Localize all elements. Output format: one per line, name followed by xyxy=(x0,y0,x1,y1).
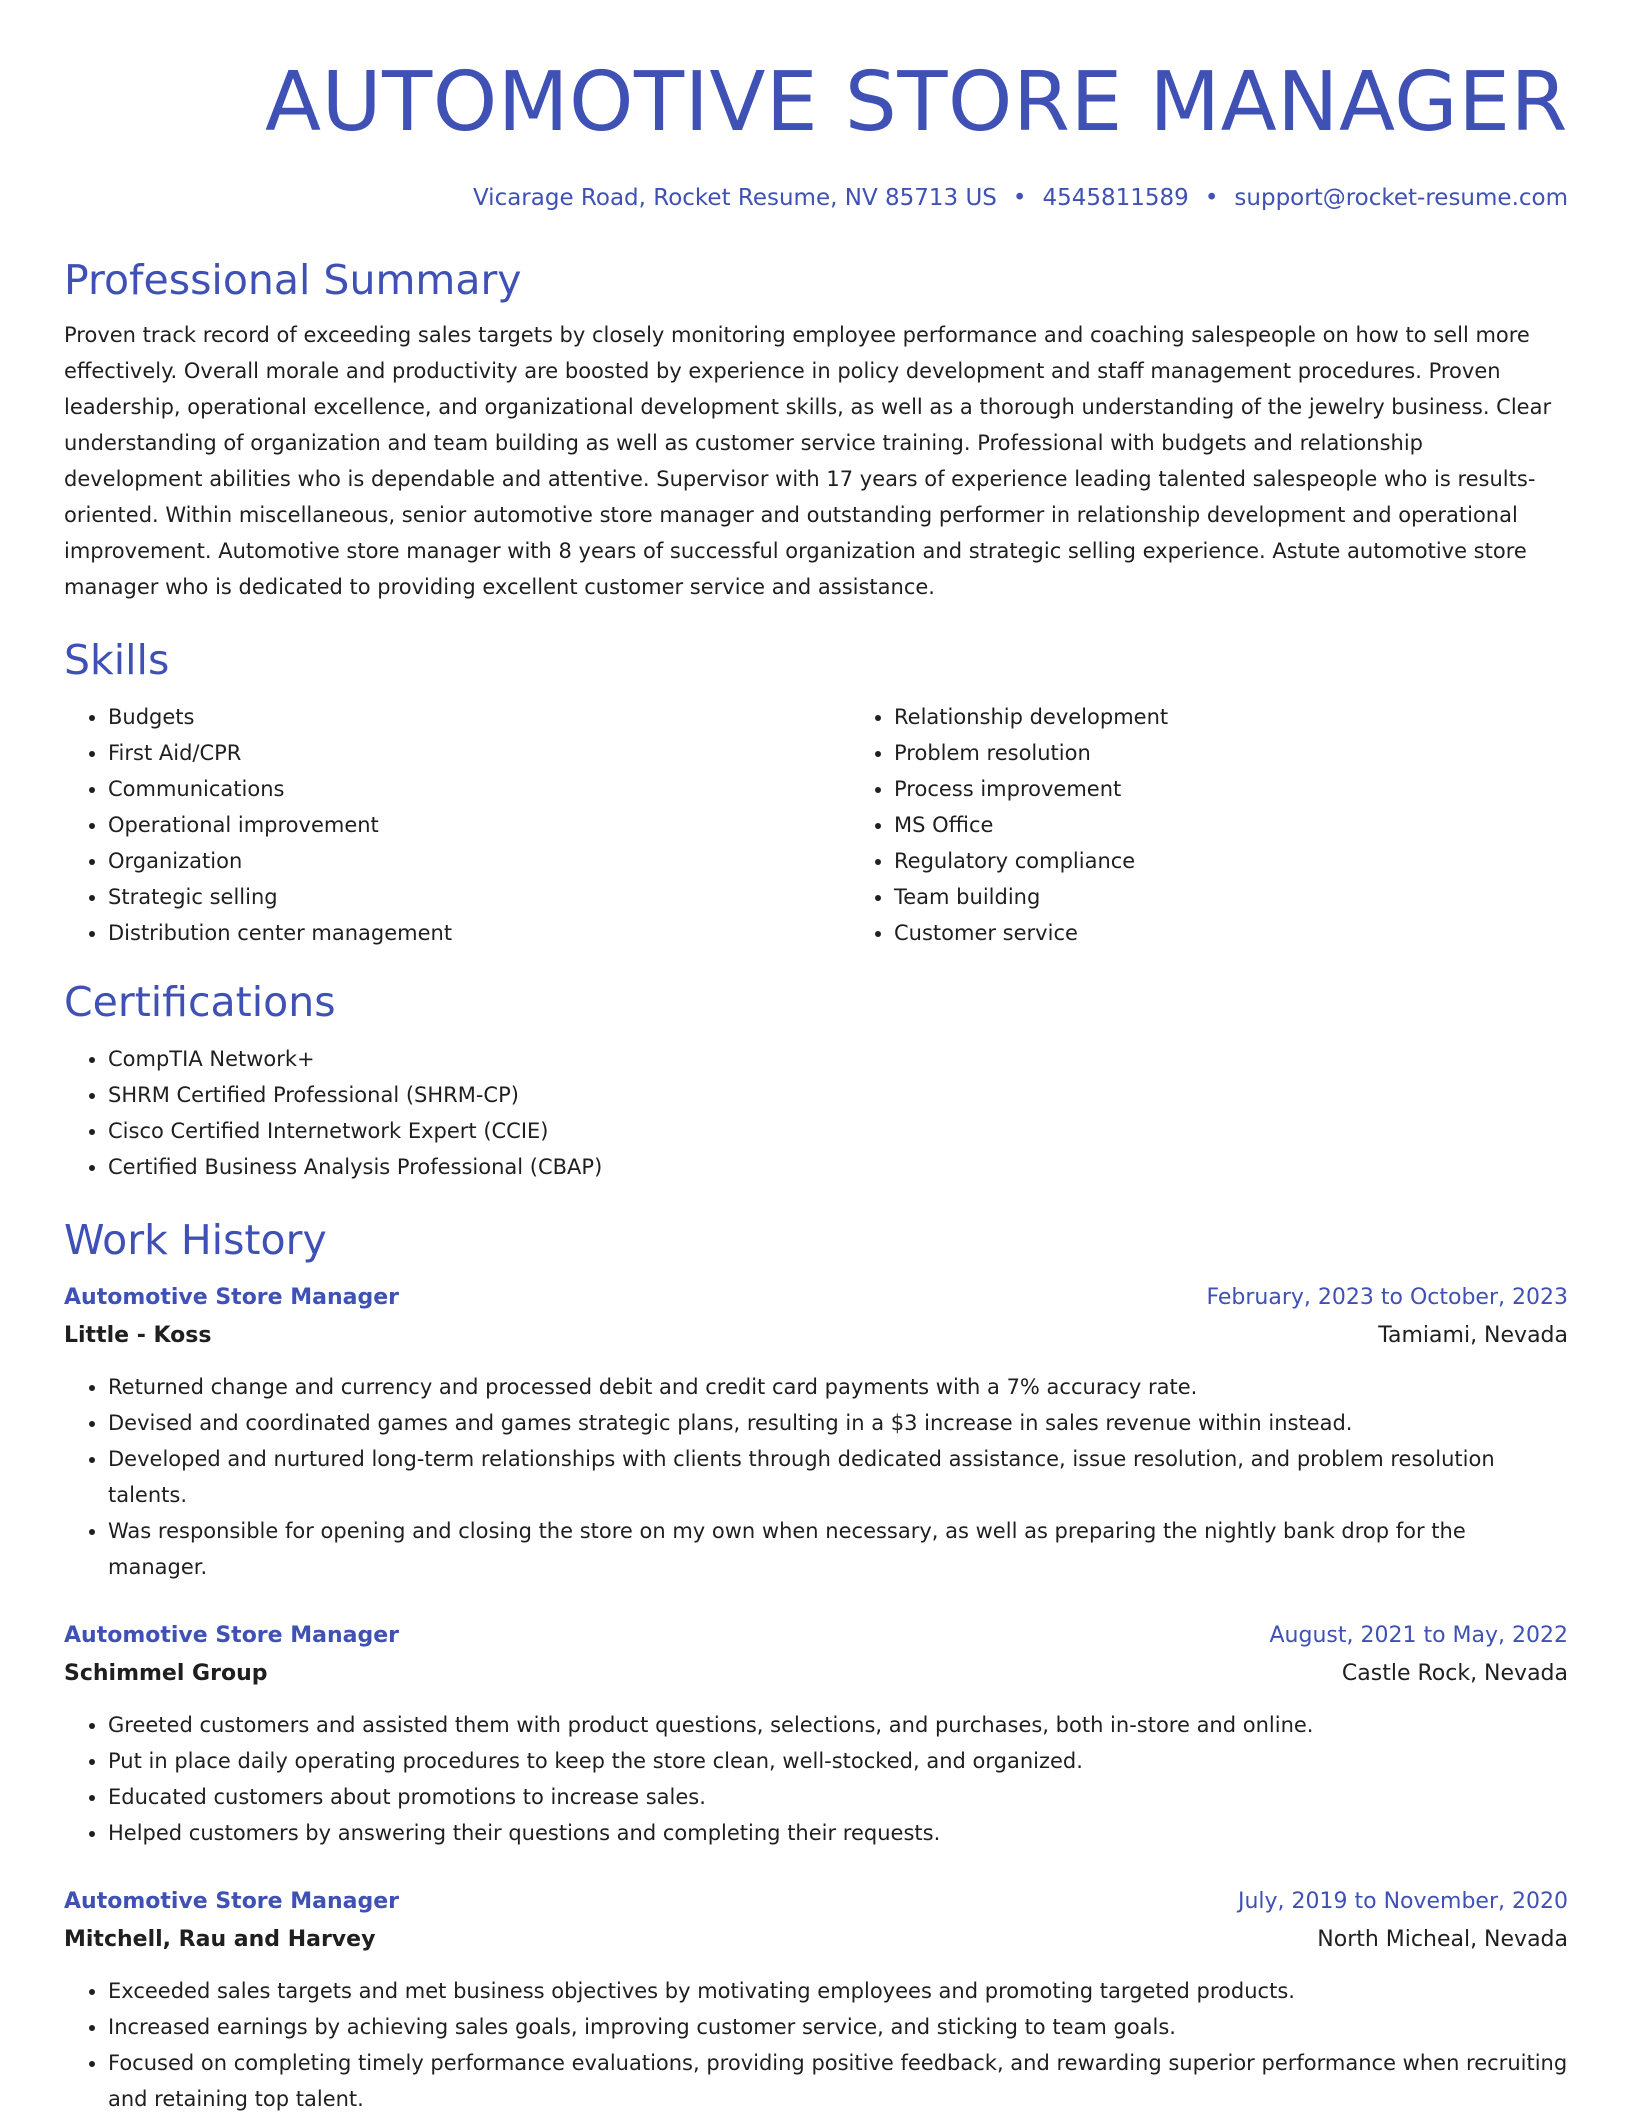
contact-separator: • xyxy=(1204,185,1219,211)
job-company: Little - Koss xyxy=(64,1323,212,1348)
skills-heading: Skills xyxy=(64,636,170,684)
skill-item: • Relationship development xyxy=(894,699,1632,735)
job-bullet: • Focused on completing timely performance evaluations, providing positive feedback, and rewarding superior performance when recruiting and retaining top talent. xyxy=(108,2045,1568,2117)
job-bullet: • Developed and nurtured long-term relationships with clients through dedicated assistance, issue resolution, and problem resolution talents. xyxy=(108,1441,1568,1513)
skills-list-right xyxy=(850,699,1632,951)
certification-item: • SHRM Certified Professional (SHRM-CP) xyxy=(108,1077,1568,1113)
contact-separator: • xyxy=(1012,185,1027,211)
certification-item: • CompTIA Network+ xyxy=(108,1041,1568,1077)
contact-phone[interactable]: 4545811589 xyxy=(1042,185,1189,211)
job-bullet: • Greeted customers and assisted them with product questions, selections, and purchases, both in-store and online. xyxy=(108,1707,1568,1743)
job-bullet: • Helped customers by answering their questions and completing their requests. xyxy=(108,1815,1568,1851)
job-location: North Micheal, Nevada xyxy=(1317,1927,1568,1952)
skills-columns xyxy=(64,699,1568,951)
job-location: Tamiami, Nevada xyxy=(1378,1323,1568,1348)
job-company-row xyxy=(64,1317,1568,1355)
job-dates: February, 2023 to October, 2023 xyxy=(1206,1285,1568,1310)
work-history-heading: Work History xyxy=(64,1216,327,1264)
job-header-row xyxy=(64,1279,1568,1317)
skill-item: • Communications xyxy=(108,771,850,807)
resume-page xyxy=(64,0,1568,2117)
job-title: Automotive Store Manager xyxy=(64,1285,400,1310)
skill-item: • Process improvement xyxy=(894,771,1632,807)
summary-text: Proven track record of exceeding sales targets by closely monitoring employee performance and coaching salespeople on how to sell more effectively. Overall morale and productivity are boosted by experience in policy development and staff management procedures. Proven leadership, operational excellence, and organizational development skills, as well as a thorough understanding of the jewelry business. Clear understanding of organization and team building as well as customer service training. Professional with budgets and relationship development abilities who is dependable and attentive. Supervisor with 17 years of experience leading talented salespeople who is results-oriented. Within miscellaneous, senior automotive store manager and outstanding performer in relationship development and operational improvement. Automotive store manager with 8 years of successful organization and strategic selling experience. Astute automotive store manager who is dedicated to providing excellent customer service and assistance. xyxy=(64,323,1552,599)
job-entry xyxy=(64,1617,1568,1851)
job-company-row xyxy=(64,1655,1568,1693)
contact-address: Vicarage Road, Rocket Resume, NV 85713 US xyxy=(472,185,997,211)
skill-item: • Organization xyxy=(108,843,850,879)
certifications-list xyxy=(64,1041,1568,1185)
contact-email[interactable]: support@rocket-resume.com xyxy=(1234,185,1568,211)
skill-item: • Customer service xyxy=(894,915,1632,951)
skill-item: • Regulatory compliance xyxy=(894,843,1632,879)
job-company-row xyxy=(64,1921,1568,1959)
skill-item: • Distribution center management xyxy=(108,915,850,951)
job-entry xyxy=(64,1883,1568,2117)
job-header-row xyxy=(64,1617,1568,1655)
job-bullet: • Educated customers about promotions to increase sales. xyxy=(108,1779,1568,1815)
skill-item: • Strategic selling xyxy=(108,879,850,915)
job-bullet: • Exceeded sales targets and met business objectives by motivating employees and promoting targeted products. xyxy=(108,1973,1568,2009)
job-entry xyxy=(64,1279,1568,1585)
certification-item: • Certified Business Analysis Professional (CBAP) xyxy=(108,1149,1568,1185)
job-dates: July, 2019 to November, 2020 xyxy=(1237,1889,1568,1914)
skill-item: • First Aid/CPR xyxy=(108,735,850,771)
summary-heading: Professional Summary xyxy=(64,256,522,304)
resume-name: AUTOMOTIVE STORE MANAGER xyxy=(265,55,1568,150)
job-bullet: • Returned change and currency and processed debit and credit card payments with a 7% accuracy rate. xyxy=(108,1369,1568,1405)
skill-item: • Operational improvement xyxy=(108,807,850,843)
job-bullets xyxy=(64,1707,1568,1851)
job-bullet: • Was responsible for opening and closing the store on my own when necessary, as well as preparing the nightly bank drop for the manager. xyxy=(108,1513,1568,1585)
skills-list-left xyxy=(64,699,850,951)
job-title: Automotive Store Manager xyxy=(64,1623,400,1648)
job-title: Automotive Store Manager xyxy=(64,1889,400,1914)
skill-item: • Team building xyxy=(894,879,1632,915)
job-company: Mitchell, Rau and Harvey xyxy=(64,1927,376,1952)
job-bullet: • Devised and coordinated games and games strategic plans, resulting in a $3 increase in sales revenue within instead. xyxy=(108,1405,1568,1441)
job-dates: August, 2021 to May, 2022 xyxy=(1269,1623,1568,1648)
certification-item: • Cisco Certified Internetwork Expert (CCIE) xyxy=(108,1113,1568,1149)
skill-item: • Problem resolution xyxy=(894,735,1632,771)
job-header-row xyxy=(64,1883,1568,1921)
job-bullet: • Put in place daily operating procedures to keep the store clean, well-stocked, and organized. xyxy=(108,1743,1568,1779)
job-bullets xyxy=(64,1369,1568,1585)
job-location: Castle Rock, Nevada xyxy=(1341,1661,1568,1686)
certifications-heading: Certifications xyxy=(64,978,336,1026)
job-bullet: • Increased earnings by achieving sales goals, improving customer service, and sticking to team goals. xyxy=(108,2009,1568,2045)
skill-item: • Budgets xyxy=(108,699,850,735)
contact-line xyxy=(64,183,1568,213)
job-company: Schimmel Group xyxy=(64,1661,268,1686)
job-bullets xyxy=(64,1973,1568,2117)
skill-item: • MS Office xyxy=(894,807,1632,843)
